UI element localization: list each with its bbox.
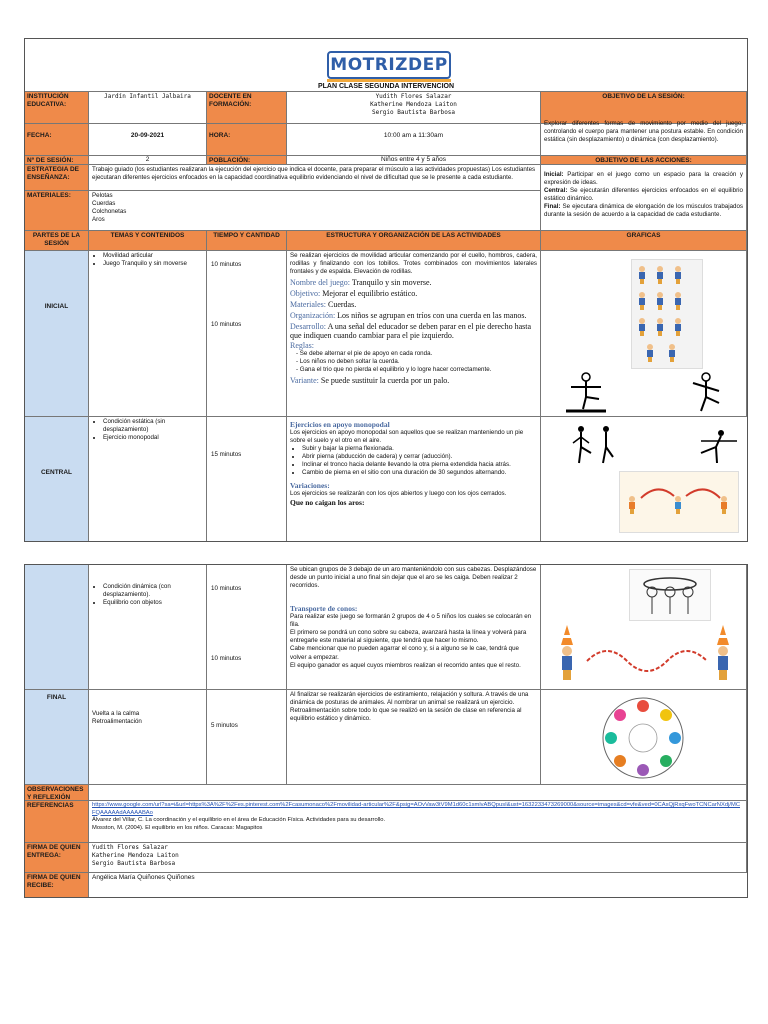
materiales-list [89,191,541,231]
value: Tranquilo y sin moverse. [351,278,432,288]
inicial-graficas [541,251,747,417]
cone-relay-icon [547,621,743,687]
child-figure-icon [674,292,682,310]
inicial-estructura [287,251,541,417]
page-2 [24,564,748,898]
ejercicio-item: • Subir y bajar la pierna flexionada. [302,445,537,453]
inicial-temas [89,251,207,417]
fecha-label: FECHA: [25,124,89,156]
col-graficas: GRAFICAS [541,231,747,251]
animal-postures-wheel-icon [601,696,685,780]
key: Variante: [290,376,319,386]
col-tiempo: TIEMPO Y CANTIDAD [207,231,287,251]
final-label: FINAL [25,690,89,785]
nombre-juego [290,278,537,287]
poblacion-label: POBLACIÓN: [207,156,287,165]
docente-line-2: Katherine Mendoza Laiton [370,100,457,108]
final-temas [89,690,207,785]
reglas-key: Reglas: [290,341,314,351]
desarrollo-juego [290,322,537,340]
conos-line: Para realizar este juego se formarán 2 grupos de 4 o 5 niños los cuales se colocarán en fila. [290,613,532,629]
page-1 [24,38,748,542]
value: Los niños se agrupan en tríos con una cuerda en las manos. [337,311,527,321]
central-continued-label [25,565,89,690]
variante-juego [290,376,537,385]
reference-line: Mosston, M. (2004). El equilibrio en los niños. Caracas: Magapitos [92,824,263,831]
final-estructura [287,690,541,785]
regla-item: - Gana el trio que no pierda el equilibrio y lo logre hacer correctamente. [296,366,492,374]
fecha-value: 20-09-2021 [89,124,207,156]
observaciones-label: OBSERVACIONES Y REFLEXIÓN [25,785,89,801]
objetivo-acciones-label: OBJETIVO DE LAS ACCIONES: [541,156,747,165]
regla-text: Gana el trio que no pierda el equilibrio y lo logre hacer correctamente. [299,366,492,374]
sesion-label: Nº DE SESIÓN: [25,156,89,165]
sesion-value: 2 [89,156,207,165]
logo-underline [327,79,451,82]
col-estructura: ESTRUCTURA Y ORGANIZACIÓN DE LAS ACTIVIDADES [287,231,541,251]
child-figure-icon [628,496,636,514]
central-graficas [541,417,747,541]
docente-value [287,91,541,124]
regla-item: - Los niños no deben soltar la cuerda. [296,358,400,366]
referencias-label: REFERENCIAS [25,801,89,843]
firma-entrega-label: FIRMA DE QUIEN ENTREGA: [25,843,89,873]
monopodal-intro: Los ejercicios en apoyo monopodal son aquellos que se realizan manteniendo un pie sobre el suelo y el otro en el aire. [290,429,524,445]
key: Materiales: [290,300,326,310]
institucion-label: INSTITUCIÓN EDUCATIVA: [25,91,89,124]
tiempo-1: 15 minutos [211,451,242,458]
final-text-2: Retroalimentación sobre todo lo que se realizó en la sesión de clase en referencia al equilibrio estático y dinámico. [290,707,522,723]
monopodal-heading: Ejercicios en apoyo monopodal [290,420,390,429]
child-figure-icon [656,266,664,284]
arrow-icon [636,482,726,502]
leg-swing-illustration [619,471,739,533]
child-figure-icon [638,266,646,284]
document-title: PLAN CLASE SEGUNDA INTERVENCIÓN [317,83,455,90]
ejercicio-item: • Abrir pierna (abducción de cadera) y cerrar (aducción). [302,453,537,461]
firma-entrega-value [89,843,747,873]
dinamica-tiempo [207,565,287,690]
tema-item: • Condición dinámica (con desplazamiento). [103,583,204,599]
hora-value: 10:00 am a 11:30am [287,124,541,156]
observaciones-value[interactable] [89,785,747,801]
tema-item: • Juego Tranquilo y sin moverse [103,260,204,268]
accion-key: Inicial: [544,171,564,178]
central-label: CENTRAL [25,417,89,541]
objetivo-sesion-label: OBJETIVO DE LA SESIÓN: [541,91,747,124]
conos-line: El primero se pondrá un cono sobre su cabeza, avanzará hasta la línea y volverá para entregarle este material al siguiente, que tendrá que hacer lo mismo. [290,629,527,645]
tema-item: • Equilibrio con objetos [103,599,204,607]
key: Desarrollo: [290,322,326,332]
tiempo-1: 10 minutos [211,585,242,592]
accion-text: Se ejecutara dinámica de elongación de los músculos trabajados durante la sesión de acuerdo a la capacidad de cada estudiante. [544,203,743,219]
dinamica-temas [89,565,207,690]
final-graficas [541,690,747,785]
organizacion-juego [290,311,537,320]
final-text: Al finalizar se realizarán ejercicios de estiramiento, relajación y soltura. A través de una dinámica de posturas de animales. Al nombrar un animal se realizará un ejercicio. [290,691,529,707]
tema-item: • Ejercicio monopodal [103,434,204,442]
estrategia-text: Trabajo guiado (los estudiantes realizaran la ejecución del ejercicio que indica el docente, para preparar el músculo a las actividades propuestas) Los estudiantes ejecutaran diferentes ejercicios enfocados en la capacidad coordinativa equilibrio evidenciando el nivel de dificultad que se le presente a cada estudiante. [89,165,541,191]
reference-line: Álvarez del Villar, C. La coordinación y el equilibrio en el área de Educación Física. Actividades para su desarrollo. [92,817,386,824]
final-tiempo [207,690,287,785]
material-item: Aros [92,216,105,224]
movilidad-articular-figures [631,259,703,369]
aros-children-drawing [629,569,711,621]
material-item: Colchonetas [92,208,127,216]
inicial-label: INICIAL [25,251,89,417]
docente-line-3: Sergio Bautista Barbosa [371,108,456,116]
tema-item: Retroalimentación [92,718,142,726]
value: Se puede sustituir la cuerda por un palo. [320,376,450,386]
material-item: Cuerdas [92,200,116,208]
firma-recibe-label: FIRMA DE QUIEN RECIBE: [25,873,89,897]
value: A una señal del educador se deben parar en el pie derecho hasta que indiquen cuando cambiar para el pie izquierdo. [290,322,532,341]
objetivo-acciones-text [541,165,747,231]
regla-item: - Se debe alternar el pie de apoyo en cada ronda. [296,350,433,358]
estrategia-label: ESTRATEGIA DE ENSEÑANZA: [25,165,89,191]
tiempo-2: 10 minutos [211,321,242,328]
col-partes: PARTES DE LA SESIÓN [25,231,89,251]
child-figure-icon [638,292,646,310]
referencias-value [89,801,747,843]
value: Cuerdas. [327,300,357,310]
col-temas: TEMAS Y CONTENIDOS [89,231,207,251]
conos-line: Cabe mencionar que no pueden agarrar el cono y, si a alguno se le cae, tendrá que volver a empezar. [290,645,519,661]
monopodal-stick-figures-icon [551,421,741,469]
motrizdep-logo: MOTRIZDEP [327,51,451,79]
ejercicio-item: • Cambio de pierna en el sitio con una duración de 30 segundos alternando. [302,469,537,477]
key: Nombre del juego: [290,278,350,288]
balance-stick-figures-icon [561,369,731,415]
conos-heading: Transporte de conos: [290,604,358,614]
accion-key: Central: [544,187,568,195]
child-figure-icon [674,266,682,284]
dinamica-estructura [287,565,541,690]
key: Organización: [290,311,336,321]
firma-line: Katherine Mendoza Laiton [92,851,179,859]
accion-key: Final: [544,203,561,211]
materiales-juego [290,300,537,309]
reference-link[interactable]: https://www.google.com/url?sa=i&url=https%3A%2F%2Fes.pinterest.com%2Fcasumonaco%2Fmovilidad-articular%2F&psig=AOvVaw3tV9M1d60c1smlvABQpusI&ust=1632233473269000&source=images&cd=vfe&ved=0CAsQjRxqFwoTCNCarNXdj/MCFQAAAAAdAAAAABAo [92,802,741,816]
tiempo-1: 10 minutos [211,261,242,268]
firma-recibe-value: Angélica María Quiñones Quiñones [92,874,195,881]
reglas-list [290,350,537,374]
dinamica-graficas [541,565,747,690]
variaciones-heading: Variaciones: [290,481,330,491]
child-figure-icon [674,318,682,336]
conos-line: El equipo ganador es aquel cuyos miembros realizan el recorrido antes que el resto. [290,661,521,669]
child-figure-icon [638,318,646,336]
regla-text: Los niños no deben soltar la cuerda. [299,358,400,366]
child-figure-icon [646,344,654,362]
key: Objetivo: [290,289,321,299]
firma-line: Sergio Bautista Barbosa [92,859,176,867]
objetivo-juego [290,289,537,298]
hora-label: HORA: [207,124,287,156]
aros-text: Se ubican grupos de 3 debajo de un aro manteniéndolo con sus cabezas. Desplazándose desde un punto inicial a uno final sin dejar que el aro se les caiga. Deben realizar 2 recorridos. [290,566,537,590]
aros-heading: Que no caigan los aros: [290,498,365,508]
regla-text: Se debe alternar el pie de apoyo en cada ronda. [299,350,433,358]
material-item: Pelotas [92,192,113,199]
tiempo-2: 10 minutos [211,655,242,662]
institucion-value: Jardín Infantil Jalbaira [89,91,207,124]
child-figure-icon [668,344,676,362]
central-temas [89,417,207,541]
central-tiempo [207,417,287,541]
materiales-label: MATERIALES: [25,191,89,231]
objetivo-sesion-text: Explorar diferentes formas de movimiento por medio del juego, controlando el cuerpo para mantener una postura estable. En condición estática (sin desplazamiento) o dinámica (con desplazamiento). [541,119,747,156]
inicial-intro: Se realizan ejercicios de movilidad articular comenzando por el cuello, hombros, cadera, rodillas y finalizando con los tobillos. Trotes combinados con movimientos laterales frontales y de espalda. Elevación de rodillas. [290,252,537,276]
accion-inicial [544,171,743,187]
docente-line-1: Yudith Flores Salazar [375,93,452,100]
central-estructura [287,417,541,541]
docente-label: DOCENTE EN FORMACIÓN: [207,91,287,124]
ejercicio-item: • Inclinar el tronco hacia delante llevando la otra pierna extendida hacia atrás. [302,461,537,469]
value: Mejorar el equilibrio estático. [322,289,418,299]
inicial-tiempo [207,251,287,417]
accion-central [544,187,743,203]
child-figure-icon [656,318,664,336]
accion-text: Se ejecutarán diferentes ejercicios enfocados en el equilibrio estático dinámico. [544,187,743,203]
accion-text: Participar en el juego como un espacio para la creación y expresión de ideas. [544,171,743,187]
tema-item: • Movilidad articular [103,252,204,260]
tema-item: Vuelta a la calma [92,710,140,717]
tiempo-1: 5 minutos [211,722,238,729]
variaciones-text: Los ejercicios se realizarán con los ojos abiertos y luego con los ojos cerrados. [290,490,507,498]
poblacion-value: Niños entre 4 y 5 años [287,156,541,165]
firma-line: Yudith Flores Salazar [92,844,168,851]
child-figure-icon [656,292,664,310]
hoop-icon [630,570,710,620]
accion-final [544,203,743,219]
tema-item: • Condición estática (sin desplazamiento) [103,418,204,434]
